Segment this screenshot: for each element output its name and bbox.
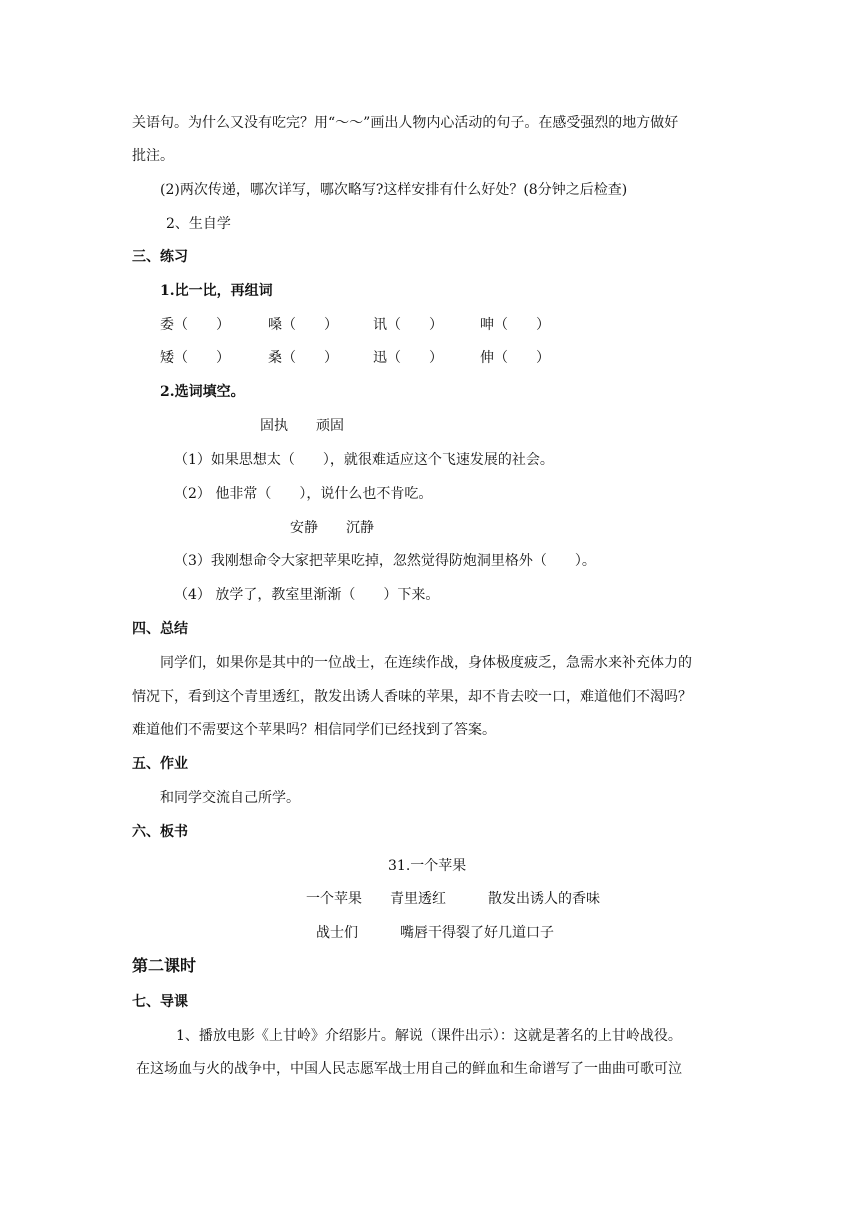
exercise-1-title: 1.比一比，再组词 <box>160 283 273 299</box>
compare-cell: 讯（ ） <box>373 317 443 333</box>
question-2: (2)两次传递，哪次详写，哪次略写?这样安排有什么好处？(8分钟之后检查) <box>160 182 628 198</box>
step-2: 2、生自学 <box>166 216 231 232</box>
fill-sentence-3: （3）我刚想命令大家把苹果吃掉，忽然觉得防炮洞里格外（ ）。 <box>174 553 596 569</box>
compare-cell: 伸（ ） <box>480 350 550 366</box>
summary-line: 同学们，如果你是其中的一位战士，在连续作战，身体极度疲乏，急需水来补充体力的 <box>160 655 692 671</box>
section-heading-board: 六、板书 <box>132 824 188 840</box>
board-line-2: 战士们 嘴唇干得裂了好几道口子 <box>316 925 554 941</box>
compare-cell: 嗓（ ） <box>268 317 338 333</box>
lesson-heading: 第二课时 <box>132 956 197 975</box>
word-choices-1: 固执 顽固 <box>260 418 344 434</box>
board-line-1: 一个苹果 青里透红 散发出诱人的香味 <box>306 891 600 907</box>
compare-cell: 桑（ ） <box>268 350 338 366</box>
paragraph-line: 批注。 <box>132 148 174 164</box>
homework-text: 和同学交流自己所学。 <box>160 790 300 806</box>
fill-sentence-1: （1）如果思想太（ ），就很难适应这个飞速发展的社会。 <box>174 452 554 468</box>
summary-line: 情况下，看到这个青里透红，散发出诱人香味的苹果，却不肯去咬一口，难道他们不渴吗？ <box>132 689 692 705</box>
fill-sentence-4: （4） 放学了，教室里渐渐（ ）下来。 <box>174 587 440 603</box>
section-heading-intro: 七、导课 <box>132 994 188 1010</box>
section-heading-practice: 三、练习 <box>132 249 188 265</box>
fill-sentence-2: （2） 他非常（ ），说什么也不肯吃。 <box>174 486 433 502</box>
intro-line: 1、播放电影《上甘岭》介绍影片。解说（课件出示）：这就是著名的上甘岭战役。 <box>176 1028 682 1044</box>
paragraph-line: 关语句。为什么又没有吃完？用“～～”画出人物内心活动的句子。在感受强烈的地方做好 <box>132 115 679 131</box>
compare-cell: 迅（ ） <box>373 350 443 366</box>
section-heading-homework: 五、作业 <box>132 756 188 772</box>
compare-cell: 矮（ ） <box>160 350 230 366</box>
summary-line: 难道他们不需要这个苹果吗？相信同学们已经找到了答案。 <box>132 722 496 738</box>
word-choices-2: 安静 沉静 <box>290 520 374 536</box>
intro-line: 在这场血与火的战争中，中国人民志愿军战士用自己的鲜血和生命谱写了一曲曲可歌可泣 <box>136 1061 682 1077</box>
section-heading-summary: 四、总结 <box>132 621 188 637</box>
compare-cell: 呻（ ） <box>480 317 550 333</box>
exercise-2-title: 2.选词填空。 <box>160 384 245 400</box>
board-title: 31.一个苹果 <box>388 858 467 874</box>
compare-cell: 委（ ） <box>160 317 230 333</box>
